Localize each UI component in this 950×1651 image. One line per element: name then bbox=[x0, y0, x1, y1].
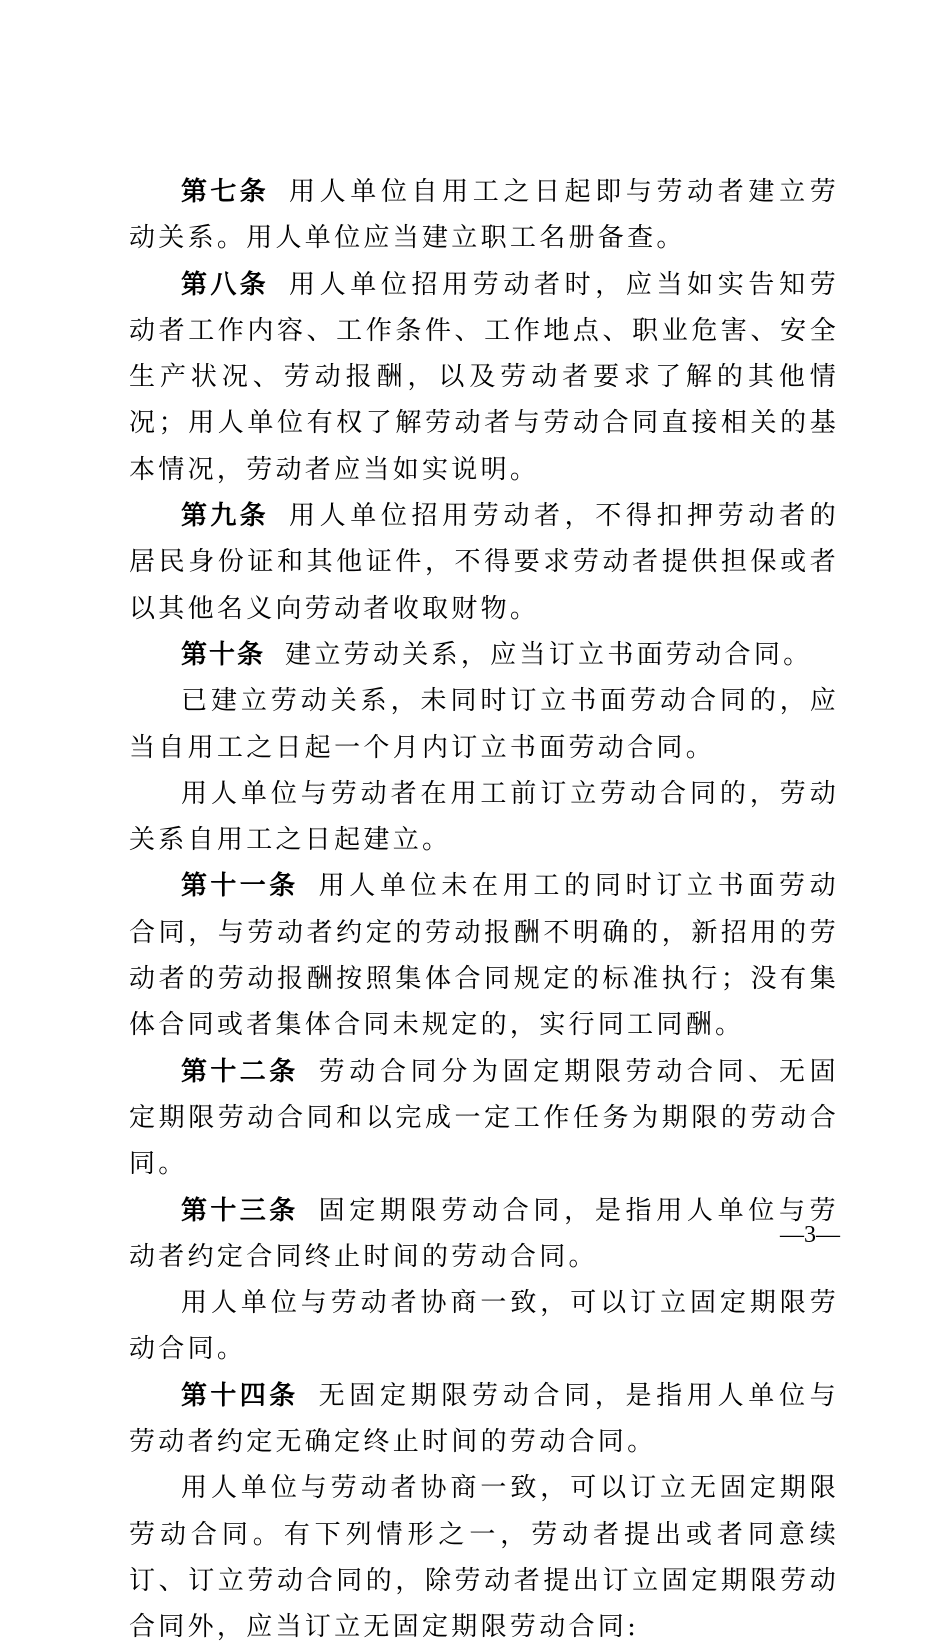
article-13-para-2 bbox=[129, 1280, 839, 1373]
paragraph-text: 已建立劳动关系，未同时订立书面劳动合同的，应当自用工之日起一个月内订立书面劳动合同。 bbox=[129, 686, 839, 763]
article-heading: 第九条 bbox=[181, 501, 269, 532]
article-heading: 第十一条 bbox=[181, 871, 299, 902]
article-14 bbox=[129, 1373, 839, 1466]
article-text: 建立劳动关系，应当订立书面劳动合同。 bbox=[285, 639, 813, 670]
article-text: 固定期限劳动合同，是指用人单位与劳动者约定合同终止时间的劳动合同。 bbox=[129, 1195, 839, 1272]
article-heading: 第七条 bbox=[181, 177, 269, 207]
article-heading: 第十四条 bbox=[181, 1380, 299, 1411]
page-number: —3— bbox=[780, 1222, 840, 1248]
article-heading: 第十三条 bbox=[181, 1195, 299, 1226]
article-8 bbox=[129, 262, 839, 493]
paragraph-text: 用人单位与劳动者协商一致，可以订立无固定期限劳动合同。有下列情形之一，劳动者提出或者同意续订、订立劳动合同的，除劳动者提出订立固定期限劳动合同外，应当订立无固定期限劳动合同: bbox=[129, 1473, 839, 1643]
article-text: 无固定期限劳动合同，是指用人单位与劳动者约定无确定终止时间的劳动合同。 bbox=[129, 1380, 839, 1458]
article-heading: 第十二条 bbox=[181, 1056, 299, 1087]
article-10 bbox=[129, 632, 839, 678]
article-12 bbox=[129, 1049, 839, 1188]
article-text: 用人单位自用工之日起即与劳动者建立劳动关系。用人单位应当建立职工名册备查。 bbox=[129, 177, 839, 254]
article-9 bbox=[129, 493, 839, 632]
article-7 bbox=[129, 169, 839, 262]
article-heading: 第十条 bbox=[181, 639, 266, 670]
article-text: 用人单位招用劳动者，不得扣押劳动者的居民身份证和其他证件，不得要求劳动者提供担保或者以其他名义向劳动者收取财物。 bbox=[129, 501, 839, 624]
article-text: 用人单位招用劳动者时，应当如实告知劳动者工作内容、工作条件、工作地点、职业危害、安全生产状况、劳动报酬，以及劳动者要求了解的其他情况；用人单位有权了解劳动者与劳动合同直接相关的基本情况，劳动者应当如实说明。 bbox=[129, 269, 839, 485]
article-11 bbox=[129, 863, 839, 1048]
article-text: 劳动合同分为固定期限劳动合同、无固定期限劳动合同和以完成一定工作任务为期限的劳动合同。 bbox=[129, 1056, 839, 1180]
article-14-para-2 bbox=[129, 1465, 839, 1650]
document-body bbox=[129, 169, 839, 1651]
article-10-para-3 bbox=[129, 771, 839, 864]
article-text: 用人单位未在用工的同时订立书面劳动合同，与劳动者约定的劳动报酬不明确的，新招用的劳动者的劳动报酬按照集体合同规定的标准执行；没有集体合同或者集体合同未规定的，实行同工同酬。 bbox=[129, 871, 839, 1041]
paragraph-text: 用人单位与劳动者在用工前订立劳动合同的，劳动关系自用工之日起建立。 bbox=[129, 778, 839, 856]
article-13 bbox=[129, 1188, 839, 1281]
article-10-para-2 bbox=[129, 678, 839, 771]
paragraph-text: 用人单位与劳动者协商一致，可以订立固定期限劳动合同。 bbox=[129, 1288, 839, 1365]
article-heading: 第八条 bbox=[181, 269, 269, 300]
